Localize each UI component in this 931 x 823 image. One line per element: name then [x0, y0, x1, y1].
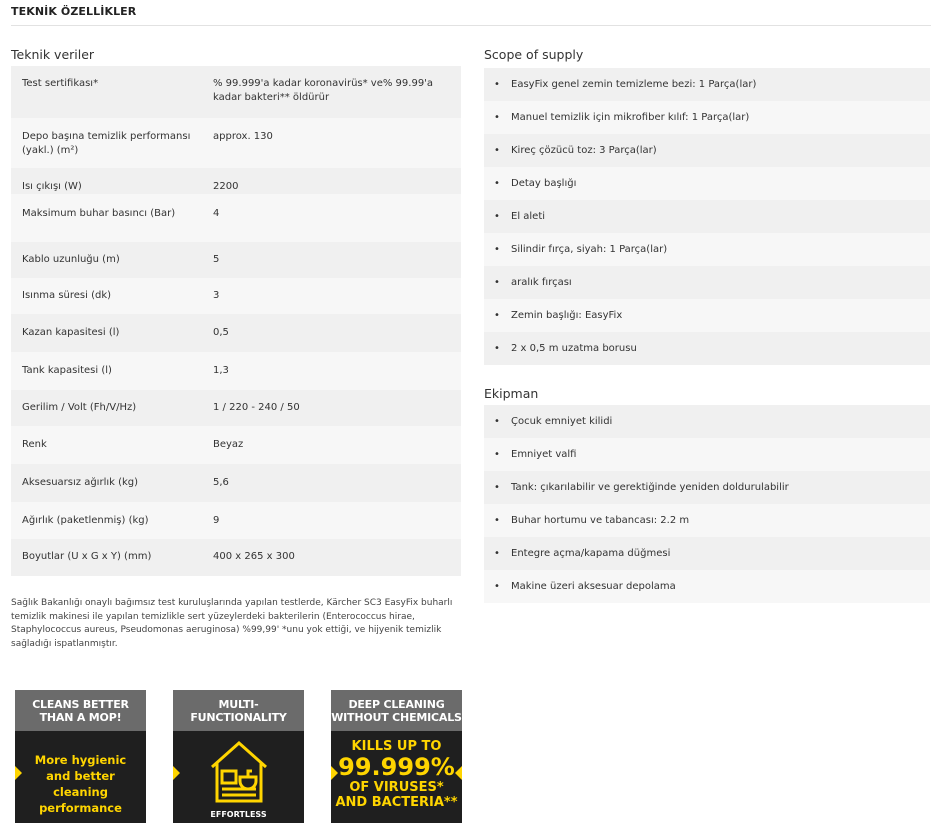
bullet-icon: •: [494, 145, 500, 156]
list-item-label: Kireç çözücü toz: 3 Parça(lar): [511, 145, 657, 156]
tech-data-label: Ağırlık (paketlenmiş) (kg): [22, 515, 149, 526]
badge-heading: DEEP CLEANING WITHOUT CHEMICALS: [331, 690, 462, 731]
scope-of-supply-list: [484, 68, 930, 365]
bullet-icon: •: [494, 112, 500, 123]
bullet-icon: •: [494, 515, 500, 526]
list-item: [484, 471, 930, 504]
list-item: [484, 101, 930, 134]
list-item-label: Emniyet valfi: [511, 449, 577, 460]
bullet-icon: •: [494, 343, 500, 354]
list-item-label: Çocuk emniyet kilidi: [511, 416, 613, 427]
tech-data-label: Tank kapasitesi (l): [22, 365, 112, 376]
tech-data-label: Depo başına temizlik performansı (yakl.) (m²): [22, 131, 191, 156]
list-item: [484, 504, 930, 537]
list-item-label: Makine üzeri aksesuar depolama: [511, 581, 676, 592]
scope-of-supply-title: Scope of supply: [484, 47, 584, 62]
tech-data-label: Gerilim / Volt (Fh/V/Hz): [22, 402, 137, 413]
tech-data-label: Renk: [22, 439, 47, 450]
footnote: Sağlık Bakanlığı onaylı bağımsız test kuruluşlarında yapılan testlerde, Kärcher SC3 EasyFix buharlı temizlik makinesi ile yapılan temizlikle sert yüzeylerdeki bakterilerin (Enterococcus hirae, Staphylococcus aureus, Pseudomonas aeruginosa) %99,99' *unu yok ettiği, ve hijyenik temizlik sağladığı ispatlanmıştır.: [11, 598, 453, 649]
bullet-icon: •: [494, 416, 500, 427]
list-item-label: Detay başlığı: [511, 178, 577, 189]
list-item: [484, 299, 930, 332]
badge-text: More hygienic and better cleaning performance: [34, 753, 127, 815]
list-item: [484, 233, 930, 266]
tech-data-row: [11, 168, 461, 194]
tech-data-value: 3: [213, 290, 220, 301]
list-item-label: Buhar hortumu ve tabancası: 2.2 m: [511, 515, 690, 526]
tech-data-value: 1 / 220 - 240 / 50: [213, 402, 300, 413]
badge-multi-functionality: [173, 690, 304, 823]
bullet-icon: •: [494, 449, 500, 460]
tech-data-row: [11, 118, 461, 168]
tech-data-label: Isınma süresi (dk): [22, 290, 112, 301]
tech-data-row: [11, 194, 461, 242]
list-item: [484, 332, 930, 365]
triangle-marker-icon: [173, 766, 180, 780]
bullet-icon: •: [494, 277, 500, 288]
tech-data-label: Boyutlar (U x G x Y) (mm): [22, 551, 152, 562]
bullet-icon: •: [494, 178, 500, 189]
list-item-label: 2 x 0,5 m uzatma borusu: [511, 343, 637, 354]
equipment-title: Ekipman: [484, 386, 539, 401]
tech-data-row: [11, 66, 461, 118]
bullet-icon: •: [494, 581, 500, 592]
section-title: TEKNİK ÖZELLİKLER: [11, 5, 137, 18]
tech-data-table: [11, 66, 461, 576]
badge-cleans-better: [15, 690, 146, 823]
tech-data-row: [11, 426, 461, 464]
tech-data-row: [11, 539, 461, 576]
badge-footer: EFFORTLESS: [210, 810, 267, 819]
tech-data-row: [11, 278, 461, 314]
list-item-label: Manuel temizlik için mikrofiber kılıf: 1 Parça(lar): [511, 112, 750, 123]
list-item-label: EasyFix genel zemin temizleme bezi: 1 Parça(lar): [511, 79, 757, 90]
equipment-list: [484, 405, 930, 603]
house-icon: [206, 737, 272, 805]
badge-heading: MULTI-FUNCTIONALITY: [173, 690, 304, 731]
bullet-icon: •: [494, 244, 500, 255]
tech-data-row: [11, 390, 461, 426]
list-item: [484, 68, 930, 101]
tech-data-label: Test sertifikası*: [22, 78, 99, 89]
list-item-label: Silindir fırça, siyah: 1 Parça(lar): [511, 244, 668, 255]
list-item: [484, 167, 930, 200]
bullet-icon: •: [494, 482, 500, 493]
tech-data-row: [11, 464, 461, 502]
tech-data-label: Kablo uzunluğu (m): [22, 254, 120, 265]
tech-data-label: Aksesuarsız ağırlık (kg): [22, 477, 139, 488]
tech-data-value: 400 x 265 x 300: [213, 551, 295, 562]
tech-data-title: Teknik veriler: [11, 47, 95, 62]
tech-data-row: [11, 242, 461, 278]
tech-data-label: Kazan kapasitesi (l): [22, 327, 120, 338]
triangle-marker-icon: [455, 766, 462, 780]
list-item-label: Tank: çıkarılabilir ve gerektiğinde yeniden doldurulabilir: [511, 482, 789, 493]
list-item-label: El aleti: [511, 211, 546, 222]
section-divider: [11, 25, 931, 26]
badge-viruses-text: OF VIRUSES*: [349, 780, 444, 795]
badge-heading: CLEANS BETTER THAN A MOP!: [15, 690, 146, 731]
tech-data-value: Beyaz: [213, 439, 244, 450]
tech-data-value: 0,5: [213, 327, 229, 338]
badge-bacteria-text: AND BACTERIA**: [335, 795, 458, 810]
bullet-icon: •: [494, 310, 500, 321]
tech-data-row: [11, 502, 461, 539]
badge-kills-text: KILLS UP TO: [351, 739, 442, 754]
tech-data-label: Maksimum buhar basıncı (Bar): [22, 208, 176, 219]
tech-data-value: 9: [213, 515, 220, 526]
triangle-marker-icon: [331, 766, 338, 780]
list-item: [484, 438, 930, 471]
tech-data-value: 5,6: [213, 477, 229, 488]
tech-data-value: 5: [213, 254, 220, 265]
tech-data-value: 4: [213, 208, 220, 219]
tech-data-value: 1,3: [213, 365, 229, 376]
badge-percent-text: 99.999%: [338, 753, 455, 781]
tech-data-value: 2200: [213, 181, 239, 192]
tech-data-label: Isı çıkışı (W): [22, 181, 82, 192]
bullet-icon: •: [494, 211, 500, 222]
list-item: [484, 266, 930, 299]
list-item: [484, 570, 930, 603]
list-item: [484, 200, 930, 233]
bullet-icon: •: [494, 548, 500, 559]
list-item: [484, 134, 930, 167]
tech-data-row: [11, 352, 461, 390]
tech-data-value: % 99.999'a kadar koronavirüs* ve% 99.99'a kadar bakteri** öldürür: [213, 78, 434, 103]
list-item: [484, 405, 930, 438]
list-item: [484, 537, 930, 570]
list-item-label: Zemin başlığı: EasyFix: [511, 310, 623, 321]
list-item-label: aralık fırçası: [511, 277, 572, 288]
tech-data-row: [11, 314, 461, 352]
tech-data-value: approx. 130: [213, 131, 273, 142]
bullet-icon: •: [494, 79, 500, 90]
list-item-label: Entegre açma/kapama düğmesi: [511, 548, 671, 559]
badge-deep-cleaning: [331, 690, 462, 823]
triangle-marker-icon: [15, 766, 22, 780]
